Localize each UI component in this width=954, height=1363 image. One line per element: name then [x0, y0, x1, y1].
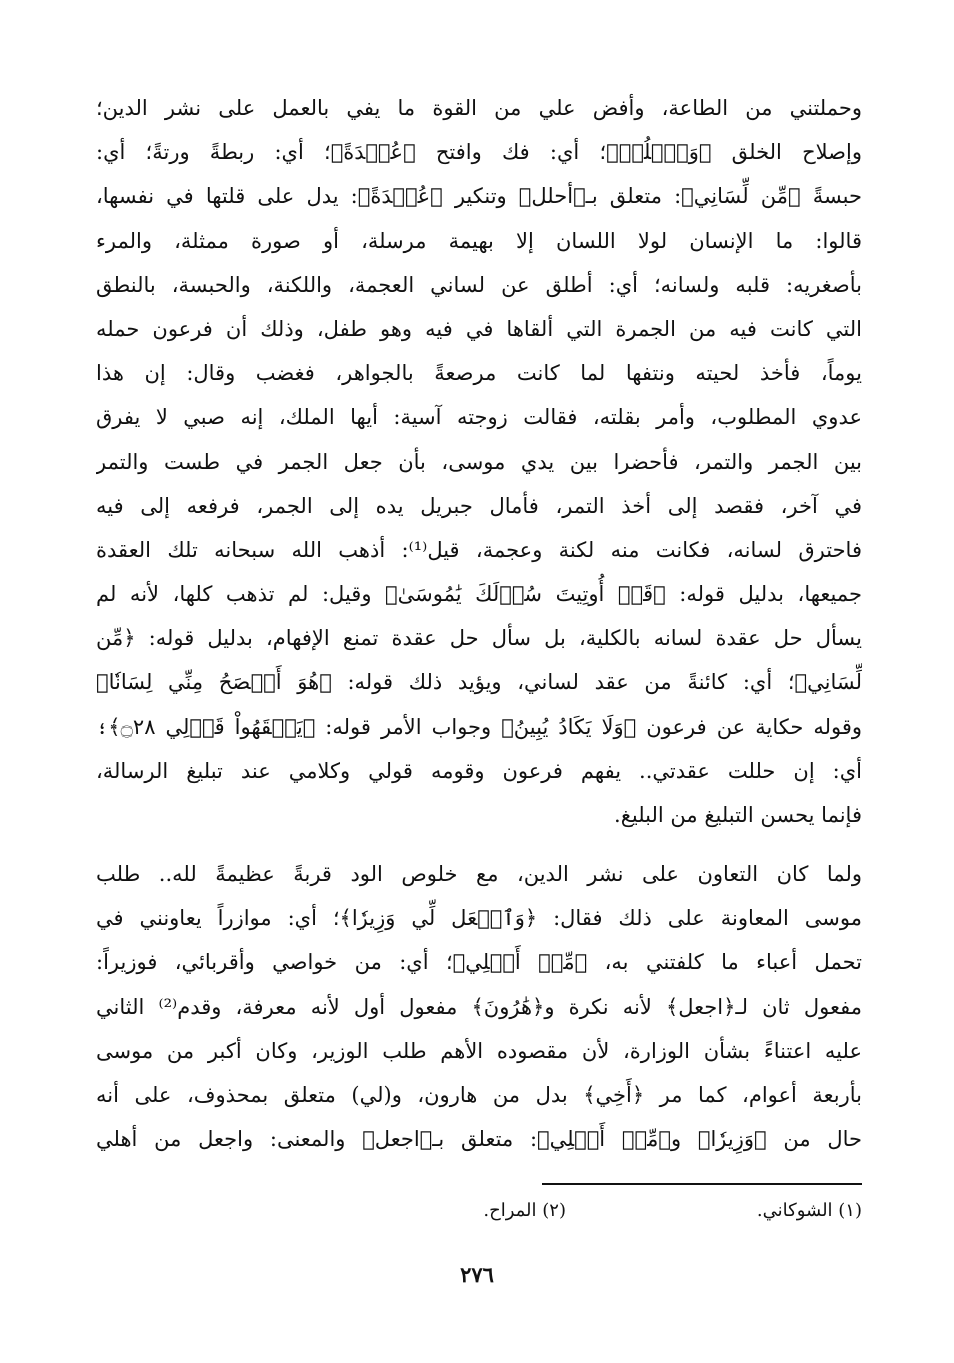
text-line: وحملتني من الطاعة، وأفض علي من القوة ما يفي بالعمل على نشر الدين؛: [96, 96, 862, 120]
footnotes: [96, 1196, 862, 1226]
text-line: بأربعة أعوام، كما مر ﴿أَخِي﴾ بدل من هارون، و(لي) متعلق بمحذوف، على أنه: [96, 1082, 862, 1107]
text-line: مفعول ثان لـ﴿اجعل﴾ لأنه نكرة و﴿هَٰرُونَ﴾ مفعول أول لأنه معرفة، وقدم⁽²⁾ الثاني: [96, 994, 862, 1019]
text-line: يسأل حل عقدة لسانه بالكلية، بل سأل حل عقدة تمنع الإفهام، بدليل قوله: ﴿مِّن: [96, 626, 862, 651]
text-line: وإصلاح الخلق ﴿وَٱحۡلُلۡ﴾؛ أي: فك وافتح ﴿عُقۡدَةً﴾؛ أي: ربطةً ورتةً؛ أي:: [96, 140, 862, 165]
footnote-1: (١) الشوكاني.: [756, 1200, 862, 1221]
text-line: في آخر، فقصد إلى أخذ التمر، فأمال جبريل يده إلى الجمر، فرفعه إلى فيه: [96, 493, 862, 518]
text-line: وقوله حكاية عن فرعون ﴿وَلَا يَكَادُ يُبِينُ﴾ وجواب الأمر قوله: ﴿يَفۡقَهُواْ قَوۡلِي ۝٢٨﴾؛: [96, 714, 862, 739]
paragraph-1: [96, 86, 862, 837]
text-line: عليه اعتناءً بشأن الوزارة، لأن مقصوده الأهم طلب الوزير، وكان أكبر من موسى: [96, 1038, 862, 1063]
text-line: ولما كان التعاون على نشر الدين، مع خلوص الود قربةً عظيمةً لله.. طلب: [96, 862, 862, 886]
text-line: جميعها، بدليل قوله: ﴿قَدۡ أُوتِيتَ سُؤۡلَكَ يَٰمُوسَىٰ﴾ وقيل: لم تذهب كلها، لأنه لم: [96, 582, 862, 607]
text-line: لِّسَانِي﴾؛ أي: كائنةً من عقد لساني، ويؤيد ذلك قوله: ﴿هُوَ أَفۡصَحُ مِنِّي لِسَانٗا﴾: [96, 670, 862, 695]
page-number: ٢٧٦: [460, 1262, 494, 1287]
paragraph-2: [96, 852, 862, 1161]
text-line: عدوي المطلوب، وأمر بقلته، فقالت زوجته آسية: أيها الملك، إنه صبي لا يفرق: [96, 405, 862, 430]
text-line: حبسةً ﴿مِّن لِّسَانِي﴾: متعلق بـ﴿أحلل﴾ وتنكير ﴿عُقۡدَةً﴾: يدل على قلتها في نفسها،: [96, 184, 862, 209]
text-line: يوماً، فأخذ لحيته ونتفها لما كانت مرصعةً بالجواهر، فغضب وقال: إن هذا: [96, 361, 862, 386]
text-line: قالوا: ما الإنسان لولا اللسان إلا بهيمة مرسلة، أو صورة ممثلة، والمرء: [96, 228, 862, 253]
footnote-divider: [542, 1183, 862, 1185]
text-line: حال من ﴿وَزِيرٗا﴾ و﴿مِّنۡ أَهۡلِي﴾: متعلق بـ﴿اجعل﴾ والمعنى: واجعل من أهلي: [96, 1127, 862, 1152]
text-line: تحمل أعباء ما كلفتني به، ﴿مِّنۡ أَهۡلِي﴾؛ أي: من خواصي وأقربائي، فوزيراً:: [96, 950, 862, 975]
text-line: فإنما يحسن التبليغ من البليغ.: [614, 803, 862, 827]
text-line: فاحترق لسانه، فكانت منه لكنة وعجمة، قيل⁽¹⁾: أذهب الله سبحانه تلك العقدة: [96, 537, 862, 562]
text-line: التي كانت فيه من الجمرة التي ألقاها في فيه وهو طفل، وذلك أن فرعون حمله: [96, 316, 862, 341]
text-line: أي: إن حللت عقدتي.. يفهم فرعون وقومه قولي وكلامي عند تبليغ الرسالة،: [96, 758, 862, 783]
text-line: بين الجمر والتمر، فأحضرا بين يدي موسى، بأن جعل الجمر في طست والتمر: [96, 449, 862, 474]
text-line: بأصغريه: قلبه ولسانه؛ أي: أطلق عن لساني العجمة، واللكنة، والحبسة، بالنطق: [96, 272, 862, 297]
footnote-2: (٢) المراح.: [483, 1200, 566, 1221]
text-line: موسى المعاونة على ذلك فقال: ﴿وَٱجۡعَل لِّي وَزِيرٗا﴾؛ أي: موازراً يعاونني في: [96, 906, 862, 931]
